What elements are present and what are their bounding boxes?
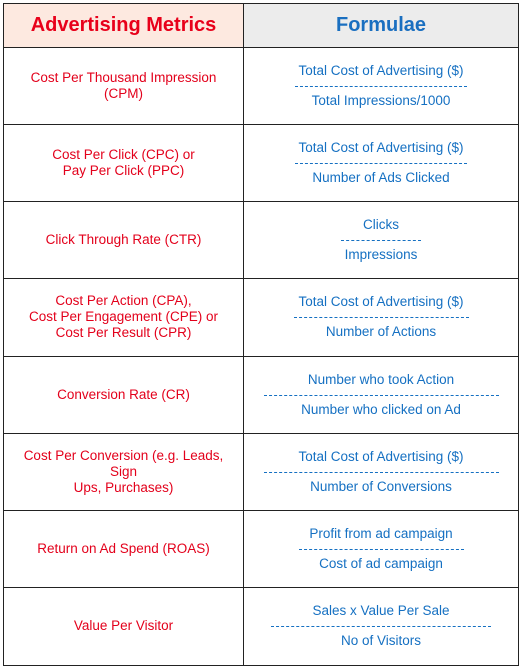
metric-cell: [4, 202, 244, 279]
formula: [341, 216, 421, 264]
formula-numerator: Clicks: [363, 217, 399, 233]
formula-numerator: Total Cost of Advertising ($): [298, 63, 464, 79]
header-metrics-cell: [4, 4, 244, 48]
formula-denominator: No of Visitors: [340, 633, 422, 649]
formula-denominator: Number of Ads Clicked: [312, 170, 450, 186]
formula-denominator: Impressions: [344, 247, 418, 263]
formula-cell: [244, 125, 518, 202]
formula-numerator: Total Cost of Advertising ($): [298, 448, 464, 464]
metric-label: Click Through Rate (CTR): [45, 232, 202, 248]
metric-cell: [4, 279, 244, 356]
metrics-table: [3, 3, 519, 666]
metric-label: Cost Per Click (CPC) or Pay Per Click (PPC): [52, 147, 195, 179]
metric-label: Cost Per Conversion (e.g. Leads, Sign Ups, Purchases): [23, 447, 224, 495]
formula: [295, 62, 467, 110]
formula: [264, 448, 499, 496]
formula-cell: [244, 48, 518, 125]
metric-cell: [4, 125, 244, 202]
metric-label: Cost Per Thousand Impression (CPM): [30, 70, 217, 102]
formula-cell: [244, 357, 518, 434]
formula: [295, 139, 467, 187]
formula: [294, 293, 469, 341]
fraction-line: [264, 395, 499, 396]
metric-label: Conversion Rate (CR): [57, 386, 190, 402]
formula-numerator: Total Cost of Advertising ($): [298, 294, 464, 310]
header-formulae-label: Formulae: [335, 14, 427, 36]
fraction-line: [341, 240, 421, 241]
formula-denominator: Cost of ad campaign: [319, 555, 443, 571]
formula-denominator: Number of Actions: [325, 324, 437, 340]
fraction-line: [295, 163, 467, 164]
metric-label: Value Per Visitor: [73, 618, 174, 634]
fraction-line: [264, 472, 499, 473]
formula-numerator: Sales x Value Per Sale: [312, 603, 450, 619]
fraction-line: [299, 549, 464, 550]
formula: [299, 525, 464, 573]
formula-numerator: Total Cost of Advertising ($): [298, 140, 464, 156]
formula-denominator: Number of Conversions: [310, 478, 452, 494]
fraction-line: [271, 626, 491, 627]
formula-cell: [244, 202, 518, 279]
formula-denominator: Number who clicked on Ad: [301, 401, 461, 417]
formula: [264, 371, 499, 419]
header-formulae-cell: [244, 4, 518, 48]
metric-cell: [4, 434, 244, 511]
formula-numerator: Profit from ad campaign: [309, 525, 453, 541]
formula-numerator: Number who took Action: [307, 371, 455, 387]
metric-cell: [4, 357, 244, 434]
fraction-line: [294, 317, 469, 318]
formula-cell: [244, 511, 518, 588]
metric-cell: [4, 48, 244, 125]
metric-label: Return on Ad Spend (ROAS): [37, 540, 210, 556]
formula-cell: [244, 588, 518, 665]
formula-cell: [244, 434, 518, 511]
metric-label: Cost Per Action (CPA), Cost Per Engagement (CPE) or Cost Per Result (CPR): [28, 293, 219, 341]
fraction-line: [295, 86, 467, 87]
formula-denominator: Total Impressions/1000: [311, 93, 451, 109]
metric-cell: [4, 511, 244, 588]
header-metrics-label: Advertising Metrics: [30, 14, 217, 36]
metric-cell: [4, 588, 244, 665]
formula: [271, 602, 491, 650]
formula-cell: [244, 279, 518, 356]
